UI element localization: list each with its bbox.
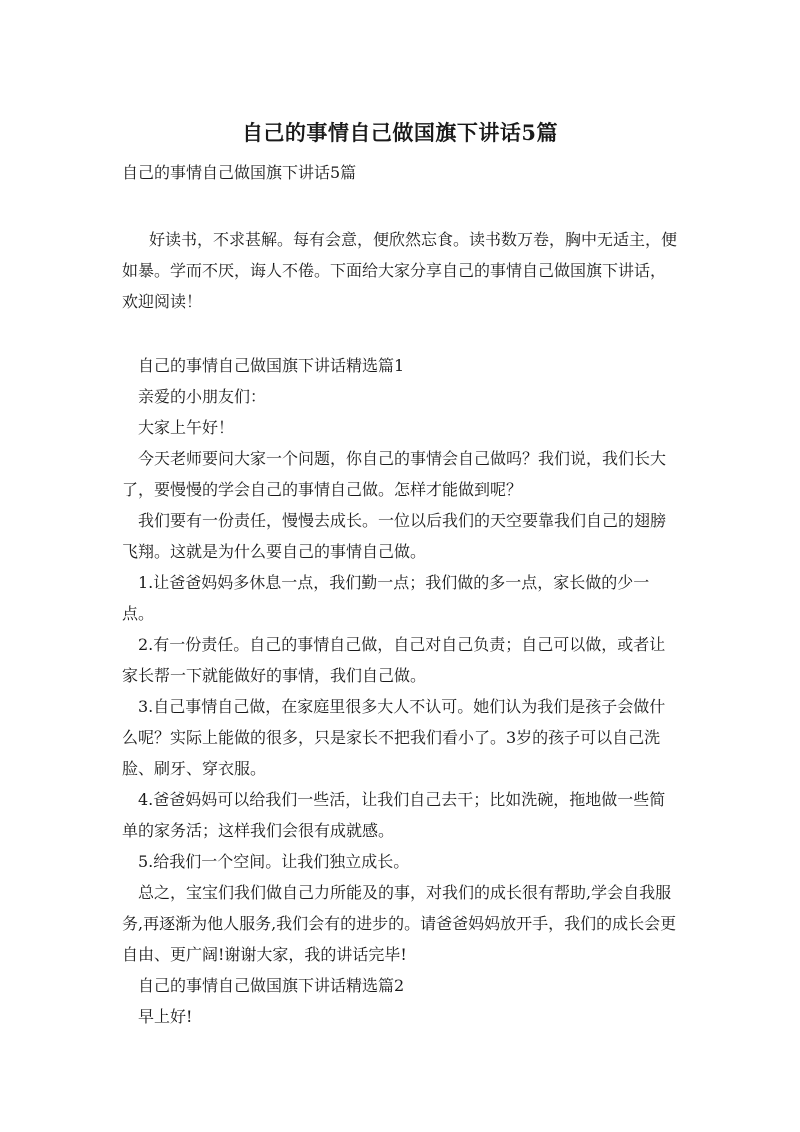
body-paragraph: 我们要有一份责任，慢慢去成长。一位以后我们的天空要靠我们自己的翅膀飞翔。这就是为什么要自己的事情自己做。 bbox=[122, 511, 667, 561]
list-item: 3.自己事情自己做，在家庭里很多大人不认可。她们认为我们是孩子会做什么呢？实际上能做的很多，只是家长不把我们看小了。3岁的孩子可以自己洗脸、刷牙、穿衣服。 bbox=[122, 697, 666, 778]
document-subtitle: 自己的事情自己做国旗下讲话5篇 bbox=[122, 163, 357, 182]
list-item: 4.爸爸妈妈可以给我们一些活，让我们自己去干；比如洗碗，拖地做一些简单的家务活；这样我们会很有成就感。 bbox=[122, 790, 666, 840]
body-paragraph: 总之，宝宝们我们做自己力所能及的事，对我们的成长很有帮助,学会自我服务,再逐渐为他人服务,我们会有的进步的。请爸爸妈妈放开手，我们的成长会更自由、更广阔!谢谢大家，我的讲话完毕! bbox=[122, 883, 677, 964]
salutation: 亲爱的小朋友们： bbox=[138, 387, 267, 406]
section-heading: 自己的事情自己做国旗下讲话精选篇2 bbox=[138, 976, 405, 995]
document-title: 自己的事情自己做国旗下讲话5篇 bbox=[241, 120, 559, 145]
greeting: 大家上午好！ bbox=[138, 418, 235, 437]
body-paragraph: 今天老师要问大家一个问题，你自己的事情会自己做吗？我们说，我们长大了，要慢慢的学会自己的事情自己做。怎样才能做到呢？ bbox=[122, 449, 667, 499]
intro-paragraph: 好读书，不求甚解。每有会意，便欣然忘食。读书数万卷，胸中无适主，便如暴。学而不厌，诲人不倦。下面给大家分享自己的事情自己做国旗下讲话，欢迎阅读！ bbox=[122, 230, 678, 311]
list-item: 2.有一份责任。自己的事情自己做，自己对自己负责；自己可以做，或者让家长帮一下就能做好的事情，我们自己做。 bbox=[122, 635, 666, 685]
greeting: 早上好! bbox=[138, 1007, 193, 1026]
section-heading: 自己的事情自己做国旗下讲话精选篇1 bbox=[138, 356, 405, 375]
document-body bbox=[122, 350, 678, 1032]
list-item: 5.给我们一个空间。让我们独立成长。 bbox=[138, 852, 410, 871]
list-item: 1.让爸爸妈妈多休息一点，我们勤一点；我们做的多一点，家长做的少一点。 bbox=[122, 573, 650, 623]
